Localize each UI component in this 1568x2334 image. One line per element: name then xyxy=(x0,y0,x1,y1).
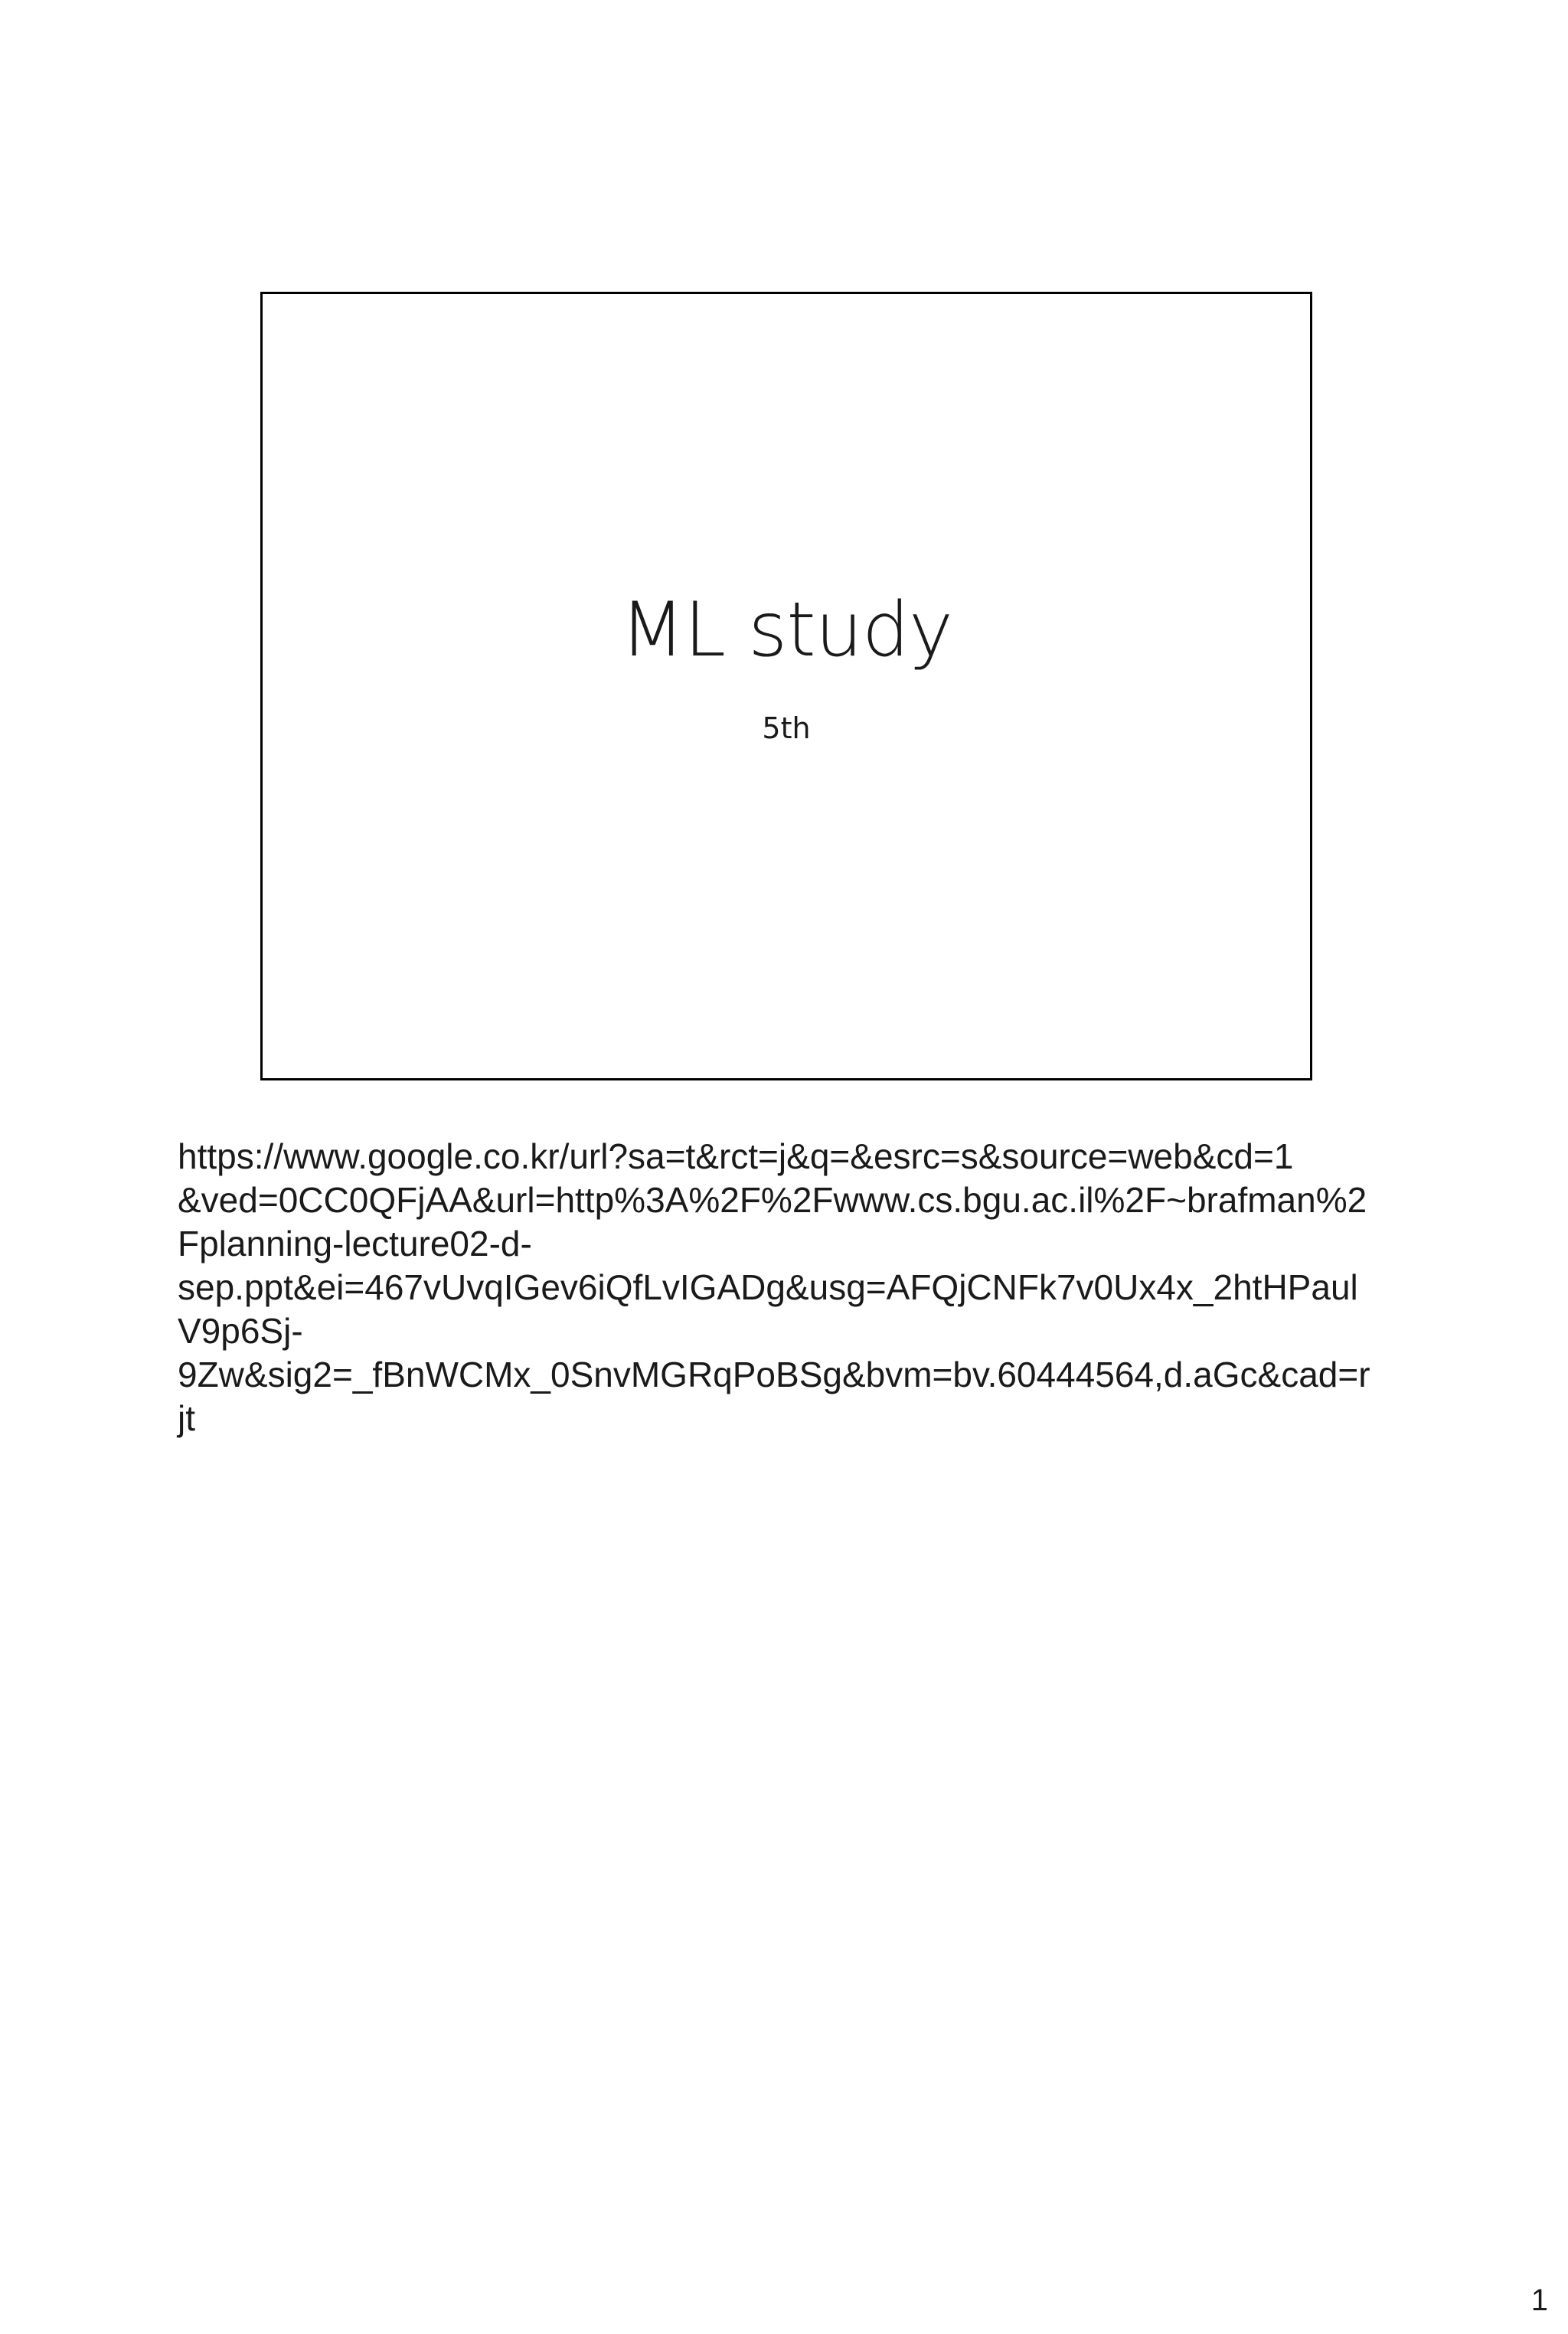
notes-line: Fplanning-lecture02-d- xyxy=(178,1224,532,1263)
notes-line: https://www.google.co.kr/url?sa=t&rct=j&q=&esrc=s&source=web&cd=1 xyxy=(178,1136,1294,1176)
notes-line: 9Zw&sig2=_fBnWCMx_0SnvMGRqPoBSg&bvm=bv.60444564,d.aGc&cad=r xyxy=(178,1355,1370,1394)
notes-line: V9p6Sj- xyxy=(178,1311,303,1351)
speaker-notes xyxy=(178,1135,1403,1440)
notes-line: &ved=0CC0QFjAA&url=http%3A%2F%2Fwww.cs.bgu.ac.il%2F~brafman%2 xyxy=(178,1180,1367,1220)
slide-thumbnail xyxy=(260,292,1312,1080)
page-number: 1 xyxy=(1530,2283,1548,2317)
slide-title: ML study xyxy=(619,587,953,674)
notes-line: sep.ppt&ei=467vUvqIGev6iQfLvIGADg&usg=AFQjCNFk7v0Ux4x_2htHPaul xyxy=(178,1267,1358,1307)
notes-line: jt xyxy=(178,1398,195,1438)
slide-subtitle: 5th xyxy=(762,711,811,745)
